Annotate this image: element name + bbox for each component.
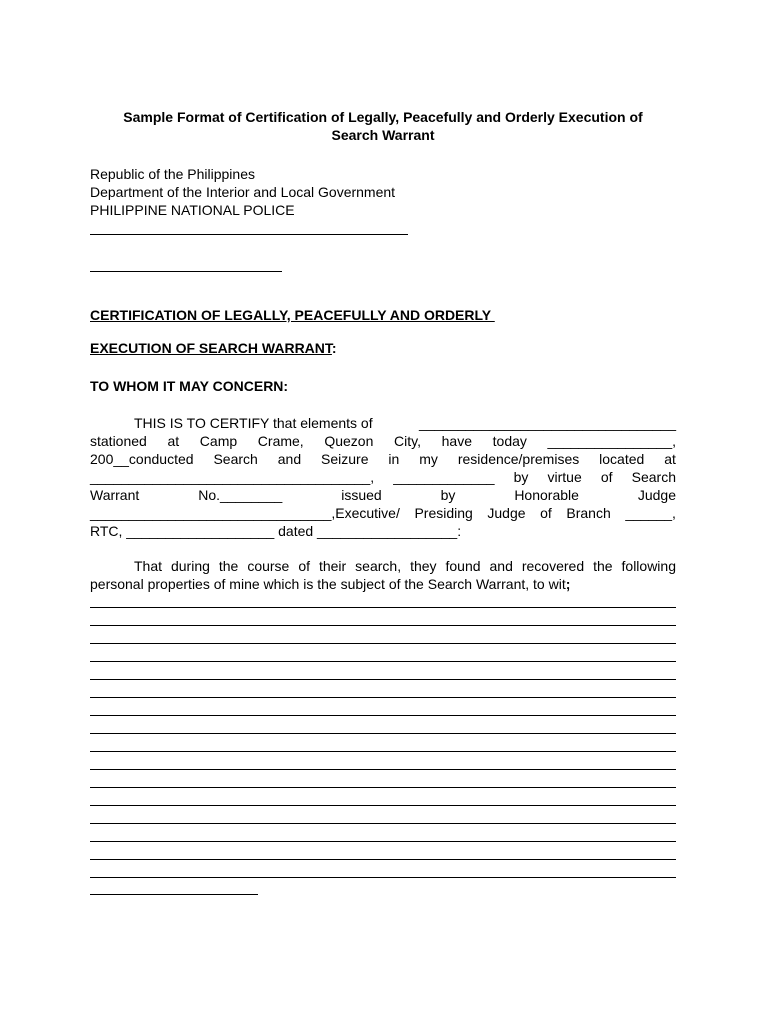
word: the: [593, 558, 613, 574]
paragraph-line: [90, 575, 676, 593]
blank-rule: [90, 787, 676, 788]
salutation: TO WHOM IT MAY CONCERN:: [90, 378, 289, 394]
blank-rule: [90, 841, 676, 842]
word: Search: [631, 469, 676, 485]
blank: _______________________________,Executive/: [90, 505, 400, 521]
paragraph-line: [90, 522, 676, 540]
word: Camp: [199, 433, 238, 449]
blank-rule: [90, 661, 676, 662]
certification-heading-text: EXECUTION OF SEARCH WARRANT: [90, 340, 332, 356]
word: 200__conducted: [90, 451, 194, 467]
blank-rule: [90, 859, 676, 860]
word: Presiding: [414, 505, 473, 521]
certification-heading-line-2: [90, 340, 337, 356]
word: THIS IS TO CERTIFY that elements of: [134, 415, 373, 431]
word: in: [388, 451, 400, 467]
document-title-line-1: Sample Format of Certification of Legally, Peacefully and Orderly Execution of: [123, 109, 643, 125]
blank-rule: [90, 679, 676, 680]
blank-rule: [90, 715, 676, 716]
word: Search: [213, 451, 258, 467]
word: Quezon: [324, 433, 374, 449]
word: issued: [341, 487, 382, 503]
word: the: [218, 558, 239, 574]
word: course: [247, 558, 290, 574]
word: at: [664, 451, 676, 467]
paragraph-line: [90, 414, 676, 432]
letterhead-agency: PHILIPPINE NATIONAL POLICE: [90, 202, 295, 218]
blank: _____________: [393, 469, 495, 485]
word: and: [277, 451, 302, 467]
word: virtue: [547, 469, 582, 485]
word: they: [410, 558, 437, 574]
word: Honorable: [514, 487, 579, 503]
word: my: [419, 451, 438, 467]
paragraph-line: [90, 450, 676, 468]
certification-heading-line-1: CERTIFICATION OF LEGALLY, PEACEFULLY AND ORDERLY: [90, 307, 495, 323]
blank-rule-short: [90, 894, 258, 895]
semicolon: ;: [565, 576, 571, 592]
letterhead-department: Department of the Interior and Local Government: [90, 184, 396, 200]
properties-paragraph: [90, 557, 676, 593]
word: residence/premises: [457, 451, 580, 467]
word: search,: [355, 558, 402, 574]
paragraph-line: [90, 486, 676, 504]
word: recovered: [521, 558, 585, 574]
word: of: [600, 469, 613, 485]
word: following: [621, 558, 676, 574]
word: Warrant: [90, 487, 140, 503]
blank-rule: [90, 625, 676, 626]
word: of: [540, 505, 552, 521]
word: of: [298, 558, 310, 574]
blank-rule: [90, 823, 676, 824]
word: at: [167, 433, 180, 449]
word: City,: [394, 433, 421, 449]
word: Branch: [566, 505, 611, 521]
properties-intro: personal properties of mine which is the subject of the Search Warrant, to wit: [90, 576, 566, 592]
blank: ________________,: [547, 433, 676, 449]
letterhead-country: Republic of the Philippines: [90, 166, 255, 182]
word: found: [445, 558, 481, 574]
paragraph-line: [90, 468, 676, 486]
word: Judge: [637, 487, 676, 503]
blank: ______,: [625, 505, 676, 521]
paragraph-line: [90, 432, 676, 450]
word: That: [134, 558, 163, 574]
document-title-line-2: Search Warrant: [331, 127, 435, 143]
blank-rule: [90, 751, 676, 752]
word: and: [489, 558, 513, 574]
blank-rule: [90, 769, 676, 770]
word: during: [170, 558, 210, 574]
blank: ____________________________________,: [90, 469, 375, 485]
rtc-date-line: RTC, ___________________ dated __________________:: [90, 523, 462, 539]
paragraph-line: [90, 504, 676, 522]
document-title: [90, 108, 676, 144]
word: located: [599, 451, 645, 467]
blank-rule: [90, 607, 676, 608]
word: Crame,: [257, 433, 304, 449]
office-blank-line: [90, 234, 408, 235]
word: Judge: [487, 505, 526, 521]
blank-rule: [90, 697, 676, 698]
word: Seizure: [321, 451, 369, 467]
certification-heading-colon: :: [331, 340, 337, 356]
blank-rule: [90, 805, 676, 806]
word: their: [318, 558, 347, 574]
word: by: [440, 487, 456, 503]
blank-rule: [90, 877, 676, 878]
letterhead: [90, 165, 395, 219]
word: by: [513, 469, 529, 485]
certification-paragraph: [90, 414, 676, 540]
word: have: [441, 433, 472, 449]
word: stationed: [90, 433, 147, 449]
blank-rule: [90, 733, 676, 734]
date-blank-line: [90, 271, 282, 272]
paragraph-line: [90, 557, 676, 575]
word: today: [492, 433, 527, 449]
blank: _________________________________: [419, 415, 676, 431]
blank: No.________: [198, 487, 283, 503]
blank-rule: [90, 643, 676, 644]
